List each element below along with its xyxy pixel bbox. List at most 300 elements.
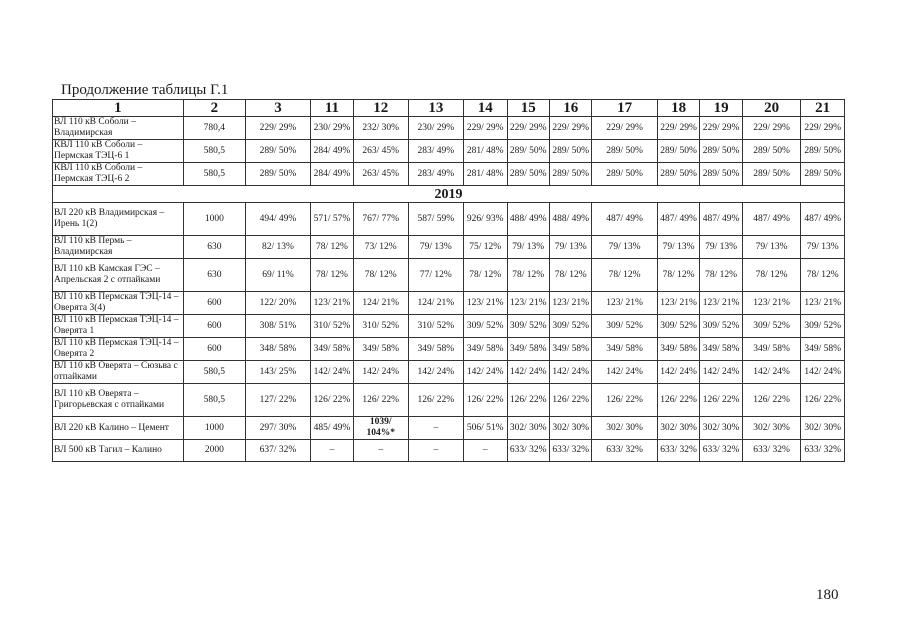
load-cell: [742, 361, 801, 384]
load-value: 123/ 21%: [509, 297, 547, 308]
load-cell: [657, 384, 699, 417]
load-cell: [592, 117, 657, 140]
load-cell: [311, 140, 353, 163]
load-cell: [353, 163, 408, 186]
load-value: 309/ 52%: [804, 320, 841, 331]
load-value: 309/ 52%: [702, 320, 740, 331]
load-value: 124/ 21%: [362, 297, 400, 308]
load-cell: [592, 338, 657, 361]
column-header: 16: [549, 100, 591, 117]
load-value: 69/ 11%: [262, 269, 294, 280]
load-value: 124/ 21%: [417, 297, 455, 308]
load-value: 142/ 24%: [753, 366, 790, 377]
load-cell: [801, 361, 845, 384]
load-cell: [311, 117, 353, 140]
load-value: 633/ 32%: [702, 445, 740, 455]
load-value: 126/ 22%: [466, 394, 504, 405]
column-header: 18: [657, 100, 699, 117]
load-value: 289/ 50%: [606, 145, 643, 156]
load-cell: [801, 315, 845, 338]
load-value: –: [433, 422, 439, 433]
column-header: 13: [408, 100, 463, 117]
load-value: 289/ 50%: [552, 145, 590, 156]
load-cell: [592, 440, 657, 462]
load-value: 348/ 58%: [259, 343, 297, 354]
load-cell: [657, 140, 699, 163]
load-cell: [245, 440, 310, 462]
load-cell: [408, 315, 463, 338]
load-table: [52, 99, 845, 462]
load-value: 633/ 32%: [804, 445, 841, 455]
load-value: 78/ 12%: [316, 269, 348, 280]
load-cell: [507, 236, 549, 259]
column-header: 12: [353, 100, 408, 117]
load-value: 309/ 52%: [552, 320, 590, 331]
load-value: 78/ 12%: [512, 269, 545, 280]
load-value: 122/ 20%: [259, 297, 297, 308]
load-value: 79/ 13%: [755, 241, 788, 252]
load-cell: [245, 417, 310, 440]
load-value: 309/ 52%: [509, 320, 547, 331]
load-value: 302/ 30%: [606, 422, 643, 433]
load-cell: [700, 361, 742, 384]
load-value: 77/ 12%: [419, 269, 452, 280]
load-value: –: [433, 445, 439, 455]
load-cell: [801, 292, 845, 315]
load-cell: [311, 203, 353, 236]
load-cell: [311, 417, 353, 440]
load-cell: [801, 259, 845, 292]
load-value: 506/ 51%: [466, 422, 504, 433]
load-value: 349/ 58%: [509, 343, 547, 354]
load-cell: [700, 315, 742, 338]
load-value: 349/ 58%: [753, 343, 790, 354]
capacity-cell: 600: [183, 315, 245, 338]
load-cell: [408, 338, 463, 361]
load-cell: [549, 338, 591, 361]
load-cell: [245, 361, 310, 384]
capacity-cell: 1000: [183, 417, 245, 440]
load-value: 79/ 13%: [608, 241, 641, 252]
load-value: 123/ 21%: [660, 297, 697, 308]
load-cell: [549, 140, 591, 163]
load-value: 487/ 49%: [804, 213, 841, 224]
load-value: 126/ 22%: [417, 394, 455, 405]
load-cell: [408, 140, 463, 163]
line-name-cell: ВЛ 110 кВ Пермская ТЭЦ-14 – Оверята 2: [53, 338, 184, 361]
load-cell: [657, 315, 699, 338]
load-value: 126/ 22%: [606, 394, 643, 405]
load-value: 281/ 48%: [466, 145, 504, 156]
load-value: 78/ 12%: [469, 269, 502, 280]
load-value: –: [329, 445, 335, 455]
load-value: 78/ 12%: [608, 269, 641, 280]
load-cell: [742, 292, 801, 315]
load-value: 229/ 29%: [660, 122, 697, 133]
load-cell: [408, 361, 463, 384]
column-header: 14: [463, 100, 507, 117]
load-cell: [657, 361, 699, 384]
load-cell: [801, 203, 845, 236]
load-value: 485/ 49%: [313, 422, 351, 433]
load-value: 229/ 29%: [466, 122, 504, 133]
load-value: 637/ 32%: [259, 445, 297, 455]
load-value: 289/ 50%: [753, 168, 790, 179]
table-row: [53, 236, 845, 259]
load-cell: [408, 117, 463, 140]
load-cell: [549, 384, 591, 417]
load-value: 142/ 24%: [362, 366, 400, 377]
load-value: 126/ 22%: [509, 394, 547, 405]
load-value: 126/ 22%: [362, 394, 400, 405]
load-value: 78/ 12%: [806, 269, 839, 280]
load-cell: [657, 338, 699, 361]
load-value: 78/ 12%: [755, 269, 788, 280]
load-cell: [700, 440, 742, 462]
load-value: 289/ 50%: [509, 168, 547, 179]
load-cell: [353, 259, 408, 292]
column-header: 21: [801, 100, 845, 117]
load-value: 123/ 21%: [552, 297, 590, 308]
load-cell: [408, 236, 463, 259]
table-caption: Продолжение таблицы Г.1: [61, 82, 229, 98]
line-name-cell: ВЛ 110 кВ Соболи – Владимирская: [53, 117, 184, 140]
column-header: 11: [311, 100, 353, 117]
load-cell: [592, 292, 657, 315]
load-cell: [549, 117, 591, 140]
load-value: 143/ 25%: [259, 366, 297, 377]
load-cell: [549, 203, 591, 236]
load-cell: [245, 315, 310, 338]
load-value: 349/ 58%: [362, 343, 400, 354]
load-value: 229/ 29%: [702, 122, 740, 133]
load-cell: [801, 440, 845, 462]
load-value: 283/ 49%: [417, 145, 455, 156]
load-value: 142/ 24%: [804, 366, 841, 377]
load-value: 142/ 24%: [466, 366, 504, 377]
capacity-cell: 630: [183, 259, 245, 292]
load-cell: [353, 338, 408, 361]
load-cell: [463, 203, 507, 236]
load-cell: [742, 163, 801, 186]
load-value: 633/ 32%: [552, 445, 590, 455]
load-value: 309/ 52%: [466, 320, 504, 331]
load-cell: [742, 140, 801, 163]
load-value: 349/ 58%: [660, 343, 697, 354]
load-cell: [742, 338, 801, 361]
load-value: 308/ 51%: [259, 320, 297, 331]
load-cell: [507, 117, 549, 140]
line-name-cell: ВЛ 220 кВ Калино – Цемент: [53, 417, 184, 440]
load-value: 302/ 30%: [804, 422, 841, 433]
load-value: 229/ 29%: [753, 122, 790, 133]
load-cell: [801, 140, 845, 163]
load-cell: [507, 361, 549, 384]
load-value: 633/ 32%: [509, 445, 547, 455]
load-cell: [592, 315, 657, 338]
load-value: 487/ 49%: [606, 213, 643, 224]
load-cell: [801, 236, 845, 259]
load-value: 289/ 50%: [259, 145, 297, 156]
load-value: 229/ 29%: [509, 122, 547, 133]
load-value: 302/ 30%: [660, 422, 697, 433]
load-value: 309/ 52%: [606, 320, 643, 331]
load-cell: [592, 361, 657, 384]
load-value: 289/ 50%: [606, 168, 643, 179]
load-value: 349/ 58%: [417, 343, 455, 354]
load-value: 284/ 49%: [313, 168, 351, 179]
load-cell: [245, 259, 310, 292]
table-row: [53, 440, 845, 462]
load-value: 142/ 24%: [702, 366, 740, 377]
load-cell: [311, 384, 353, 417]
load-value: 126/ 22%: [552, 394, 590, 405]
capacity-cell: 630: [183, 236, 245, 259]
load-value: 142/ 24%: [313, 366, 351, 377]
load-cell: [700, 203, 742, 236]
load-value: 79/ 13%: [662, 241, 695, 252]
load-cell: [463, 259, 507, 292]
load-value: 78/ 12%: [662, 269, 695, 280]
load-cell: [549, 440, 591, 462]
load-value: 123/ 21%: [702, 297, 740, 308]
load-cell: [353, 417, 408, 440]
load-cell: [311, 163, 353, 186]
load-value: 283/ 49%: [417, 168, 455, 179]
load-cell: [742, 417, 801, 440]
load-cell: [408, 417, 463, 440]
load-cell: [353, 292, 408, 315]
load-value: 926/ 93%: [466, 213, 504, 224]
load-value: 123/ 21%: [804, 297, 841, 308]
load-value: 79/ 13%: [806, 241, 839, 252]
load-value: –: [378, 445, 384, 455]
page-number: 180: [816, 587, 839, 603]
load-cell: [592, 417, 657, 440]
load-value: 488/ 49%: [509, 213, 547, 224]
load-cell: [463, 338, 507, 361]
load-cell: [801, 117, 845, 140]
load-cell: [245, 163, 310, 186]
load-cell: [657, 163, 699, 186]
capacity-cell: 1000: [183, 203, 245, 236]
load-cell: [700, 163, 742, 186]
load-value: 633/ 32%: [753, 445, 790, 455]
load-value: 263/ 45%: [362, 168, 400, 179]
load-cell: [245, 338, 310, 361]
load-cell: [507, 315, 549, 338]
capacity-cell: 580,5: [183, 163, 245, 186]
load-cell: [742, 384, 801, 417]
line-name-cell: ВЛ 110 кВ Пермская ТЭЦ-14 – Оверята 1: [53, 315, 184, 338]
load-value: 78/ 12%: [364, 269, 397, 280]
load-value: 142/ 24%: [606, 366, 643, 377]
load-value: 349/ 58%: [702, 343, 740, 354]
load-value: 571/ 57%: [313, 213, 351, 224]
load-cell: [311, 236, 353, 259]
load-value: 289/ 50%: [259, 168, 297, 179]
load-cell: [592, 140, 657, 163]
line-name-cell: ВЛ 110 кВ Пермская ТЭЦ-14 – Оверята 3(4): [53, 292, 184, 315]
load-value: 126/ 22%: [804, 394, 841, 405]
load-cell: [507, 163, 549, 186]
load-value: 230/ 29%: [417, 122, 455, 133]
load-cell: [463, 140, 507, 163]
capacity-cell: 580,5: [183, 361, 245, 384]
load-cell: [463, 440, 507, 462]
year-row: [53, 186, 845, 203]
load-value: 1039/ 104%*: [366, 417, 395, 438]
load-cell: [353, 440, 408, 462]
load-value: 123/ 21%: [606, 297, 643, 308]
table-row: [53, 117, 845, 140]
line-name-cell: КВЛ 110 кВ Соболи – Пермская ТЭЦ-6 2: [53, 163, 184, 186]
load-cell: [549, 292, 591, 315]
load-cell: [801, 163, 845, 186]
line-name-cell: ВЛ 110 кВ Оверята – Сюзьва с отпайками: [53, 361, 184, 384]
capacity-cell: 600: [183, 338, 245, 361]
load-value: 302/ 30%: [702, 422, 740, 433]
load-value: 349/ 58%: [466, 343, 504, 354]
load-cell: [245, 117, 310, 140]
load-value: 310/ 52%: [362, 320, 400, 331]
load-value: 487/ 49%: [660, 213, 697, 224]
load-cell: [507, 384, 549, 417]
load-cell: [408, 440, 463, 462]
load-cell: [700, 236, 742, 259]
load-value: 263/ 45%: [362, 145, 400, 156]
load-cell: [408, 384, 463, 417]
load-cell: [353, 315, 408, 338]
load-cell: [311, 292, 353, 315]
load-value: –: [482, 445, 488, 455]
table-row: [53, 259, 845, 292]
capacity-cell: 780,4: [183, 117, 245, 140]
load-cell: [311, 440, 353, 462]
load-value: 142/ 24%: [417, 366, 455, 377]
load-value: 633/ 32%: [606, 445, 643, 455]
load-value: 487/ 49%: [702, 213, 740, 224]
load-cell: [657, 292, 699, 315]
load-cell: [245, 203, 310, 236]
load-value: 309/ 52%: [660, 320, 697, 331]
load-cell: [507, 417, 549, 440]
load-value: 633/ 32%: [660, 445, 697, 455]
load-value: 494/ 49%: [259, 213, 297, 224]
load-cell: [353, 117, 408, 140]
load-value: 289/ 50%: [702, 145, 740, 156]
load-cell: [353, 361, 408, 384]
load-value: 78/ 12%: [554, 269, 587, 280]
load-value: 767/ 77%: [362, 213, 400, 224]
column-header: 1: [53, 100, 184, 117]
load-cell: [507, 259, 549, 292]
table-row: [53, 203, 845, 236]
header-row: [53, 100, 845, 117]
load-cell: [801, 338, 845, 361]
load-cell: [507, 203, 549, 236]
column-header: 17: [592, 100, 657, 117]
load-value: 126/ 22%: [702, 394, 740, 405]
load-value: 229/ 29%: [804, 122, 841, 133]
load-cell: [700, 384, 742, 417]
line-name-cell: ВЛ 110 кВ Камская ГЭС – Апрельская 2 с отпайками: [53, 259, 184, 292]
load-cell: [507, 338, 549, 361]
load-cell: [592, 259, 657, 292]
year-label: 2019: [53, 186, 845, 203]
load-value: 82/ 13%: [262, 241, 294, 252]
load-value: 123/ 21%: [313, 297, 351, 308]
load-cell: [245, 384, 310, 417]
line-name-cell: ВЛ 110 кВ Оверята – Григорьевская с отпайками: [53, 384, 184, 417]
load-value: 587/ 59%: [417, 213, 455, 224]
load-cell: [408, 259, 463, 292]
load-cell: [311, 315, 353, 338]
load-value: 75/ 12%: [469, 241, 502, 252]
load-cell: [245, 236, 310, 259]
load-value: 289/ 50%: [804, 168, 841, 179]
load-value: 289/ 50%: [660, 168, 697, 179]
load-value: 289/ 50%: [804, 145, 841, 156]
load-cell: [245, 292, 310, 315]
capacity-cell: 600: [183, 292, 245, 315]
load-cell: [657, 117, 699, 140]
table-row: [53, 361, 845, 384]
load-cell: [657, 440, 699, 462]
capacity-cell: 2000: [183, 440, 245, 462]
load-cell: [507, 440, 549, 462]
load-value: 349/ 58%: [804, 343, 841, 354]
load-cell: [549, 361, 591, 384]
load-value: 488/ 49%: [552, 213, 590, 224]
load-cell: [463, 315, 507, 338]
load-value: 289/ 50%: [702, 168, 740, 179]
load-cell: [507, 292, 549, 315]
load-cell: [657, 236, 699, 259]
load-value: 289/ 50%: [753, 145, 790, 156]
table-row: [53, 292, 845, 315]
load-cell: [463, 163, 507, 186]
load-value: 126/ 22%: [660, 394, 697, 405]
load-cell: [549, 163, 591, 186]
load-value: 127/ 22%: [259, 394, 297, 405]
load-value: 123/ 21%: [466, 297, 504, 308]
load-cell: [742, 259, 801, 292]
load-cell: [549, 417, 591, 440]
load-cell: [311, 338, 353, 361]
load-value: 142/ 24%: [660, 366, 697, 377]
load-cell: [507, 140, 549, 163]
load-value: 289/ 50%: [660, 145, 697, 156]
load-cell: [353, 384, 408, 417]
load-value: 78/ 12%: [705, 269, 738, 280]
load-value: 289/ 50%: [552, 168, 590, 179]
load-cell: [408, 203, 463, 236]
load-cell: [592, 384, 657, 417]
line-name-cell: ВЛ 220 кВ Владимирская – Ирень 1(2): [53, 203, 184, 236]
column-header: 3: [245, 100, 310, 117]
load-value: 230/ 29%: [313, 122, 351, 133]
load-value: 142/ 24%: [552, 366, 590, 377]
load-value: 73/ 12%: [364, 241, 397, 252]
load-cell: [657, 203, 699, 236]
load-cell: [353, 236, 408, 259]
load-value: 302/ 30%: [509, 422, 547, 433]
load-value: 310/ 52%: [417, 320, 455, 331]
load-cell: [742, 315, 801, 338]
line-name-cell: КВЛ 110 кВ Соболи – Пермская ТЭЦ-6 1: [53, 140, 184, 163]
load-cell: [463, 236, 507, 259]
